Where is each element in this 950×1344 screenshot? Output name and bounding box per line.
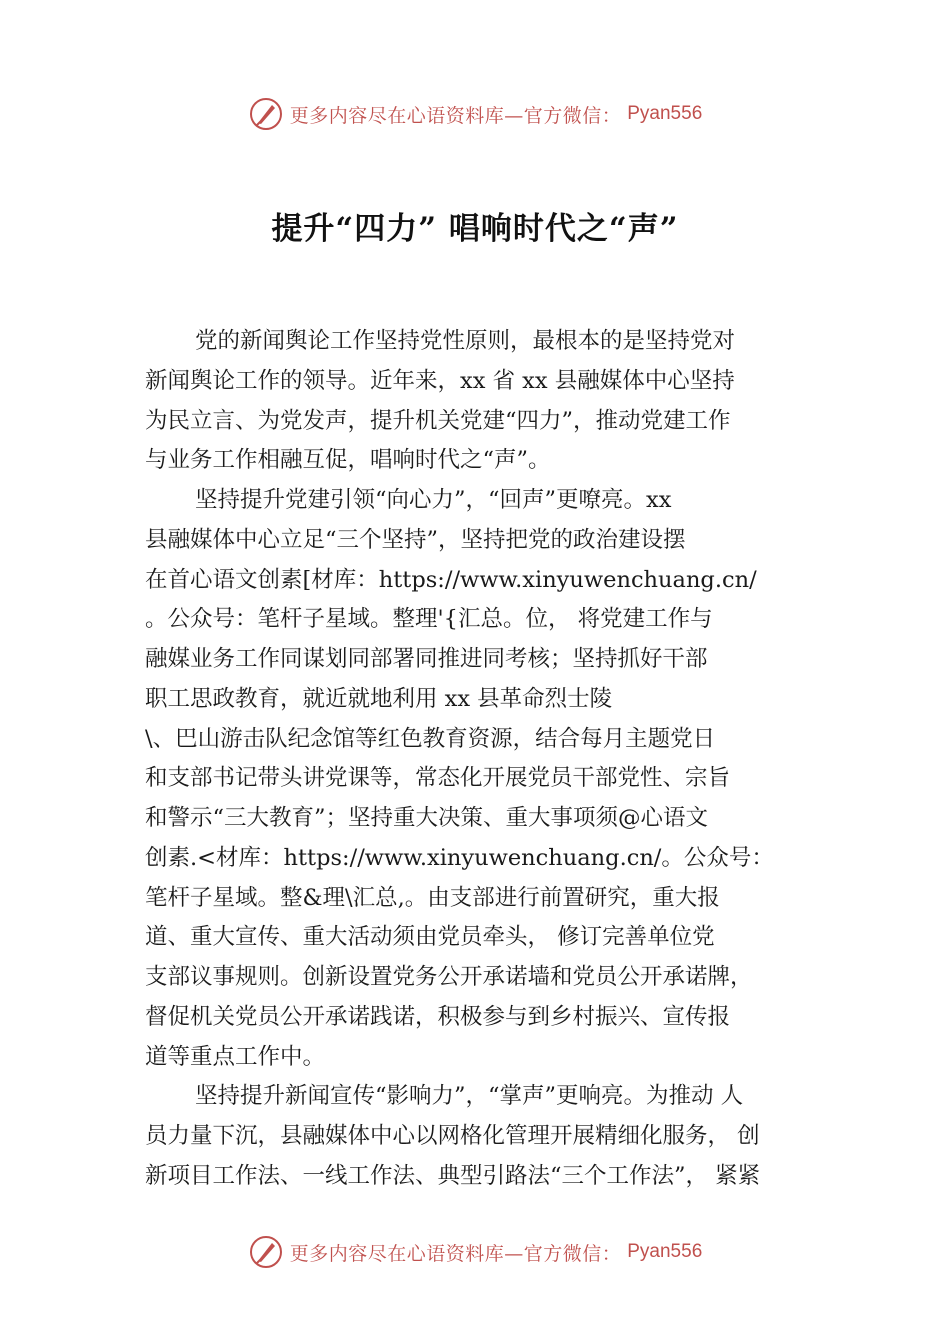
text-line: 督促机关党员公开承诺践诺，积极参与到乡村振兴、宣传报 bbox=[145, 1003, 731, 1030]
text-line: 新项目工作法、一线工作法、典型引路法“三个工作法”， 紧紧 bbox=[145, 1162, 761, 1189]
text-line: 在首心语文创素[材库：https://www.xinyuwenchuang.cn/ bbox=[145, 566, 757, 593]
text-line: 和警示“三大教育”；坚持重大决策、重大事项须@心语文 bbox=[145, 805, 709, 831]
text-line: 支部议事规则。创新设置党务公开承诺墙和党员公开承诺牌， bbox=[145, 964, 753, 990]
header-watermark bbox=[0, 94, 950, 134]
text-line: 党的新闻舆论工作坚持党性原则，最根本的是坚持党对 bbox=[195, 328, 736, 354]
text-line: 职工思政教育，就近就地利用 xx 县革命烈士陵 bbox=[145, 685, 613, 712]
quill-pen-logo-icon bbox=[248, 96, 284, 132]
footer-watermark bbox=[0, 1232, 950, 1272]
text-line: 为民立言、为党发声，提升机关党建“四力”，推动党建工作 bbox=[145, 407, 731, 434]
text-line: 道、重大宣传、重大活动须由党员牵头， 修订完善单位党 bbox=[145, 924, 715, 951]
text-line: 县融媒体中心立足“三个坚持”，坚持把党的政治建设摆 bbox=[145, 526, 686, 553]
watermark-text: 更多内容尽在心语资料库—官方微信： bbox=[289, 1242, 622, 1265]
text-line: \、巴山游击队纪念馆等红色教育资源，结合每月主题党日 bbox=[145, 725, 716, 752]
text-line: 员力量下沉，县融媒体中心以网格化管理开展精细化服务， 创 bbox=[145, 1123, 760, 1149]
quill-pen-logo-icon bbox=[248, 1234, 284, 1270]
text-line: 道等重点工作中。 bbox=[145, 1043, 326, 1070]
watermark-account: Pyan556 bbox=[627, 1241, 703, 1262]
document-body bbox=[145, 322, 815, 1197]
watermark-text: 更多内容尽在心语资料库—官方微信： bbox=[289, 104, 622, 127]
text-line: 和支部书记带头讲党课等，常态化开展党员干部党性、宗旨 bbox=[145, 765, 731, 792]
document-title: 提升“四力” 唱响时代之“声” bbox=[271, 211, 679, 247]
text-line: 融媒业务工作同谋划同部署同推进同考核；坚持抓好干部 bbox=[145, 646, 708, 672]
text-line: 坚持提升新闻宣传“影响力”，“掌声”更响亮。为推动 人 bbox=[195, 1083, 744, 1110]
text-line: 与业务工作相融互促，唱响时代之“声”。 bbox=[145, 447, 551, 474]
text-line: 新闻舆论工作的领导。近年来，xx 省 xx 县融媒体中心坚持 bbox=[145, 367, 735, 394]
watermark-account: Pyan556 bbox=[627, 103, 703, 124]
text-line: 创素.<材库：https://www.xinyuwenchuang.cn/。公众号： bbox=[145, 844, 774, 871]
text-line: 坚持提升党建引领“向心力”，“回声”更嘹亮。xx bbox=[195, 487, 672, 513]
text-line: 笔杆子星域。整&理\汇总,。由支部进行前置研究，重大报 bbox=[145, 884, 720, 911]
text-line: 。公众号：笔杆子星域。整理'{汇总。位， 将党建工作与 bbox=[145, 606, 713, 633]
